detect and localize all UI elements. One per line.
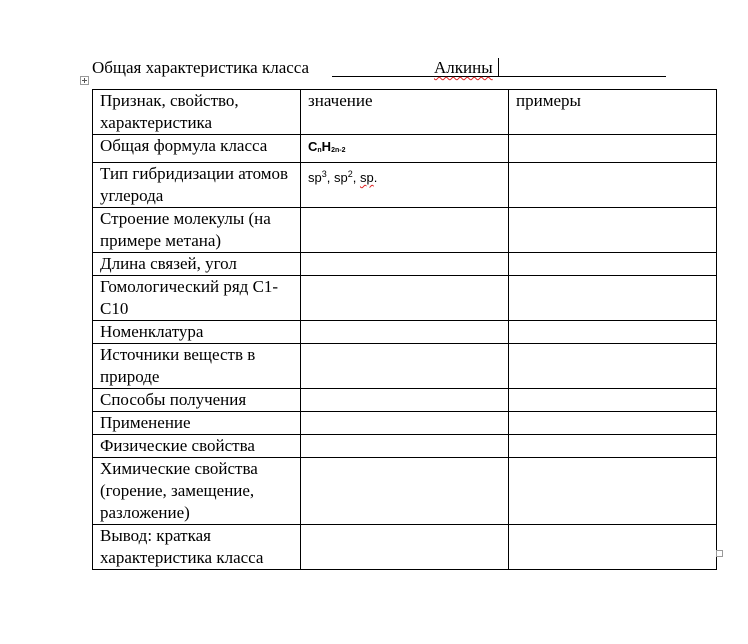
row-label[interactable]: Общая формула класса xyxy=(93,135,301,163)
formula-c: C xyxy=(308,139,318,154)
row-example[interactable] xyxy=(509,435,717,458)
general-formula xyxy=(308,139,345,154)
row-value[interactable] xyxy=(301,525,509,570)
table-header-row xyxy=(93,90,717,135)
formula-c-subscript: n xyxy=(317,147,322,154)
heading-prefix: Общая характеристика класса xyxy=(92,58,310,77)
row-value[interactable] xyxy=(301,321,509,344)
hybridization-text xyxy=(308,170,377,185)
row-label[interactable]: Источники веществ в природе xyxy=(93,344,301,389)
hyb-sp2-base: sp xyxy=(333,170,348,185)
row-value[interactable] xyxy=(301,458,509,525)
row-label[interactable]: Физические свойства xyxy=(93,435,301,458)
table-move-handle-icon[interactable] xyxy=(80,76,89,85)
text-cursor xyxy=(498,58,499,76)
table-row xyxy=(93,135,717,163)
row-example[interactable] xyxy=(509,321,717,344)
hyb-sp2-exponent: 2 xyxy=(347,169,353,179)
row-example[interactable] xyxy=(509,208,717,253)
row-example[interactable] xyxy=(509,525,717,570)
table-row xyxy=(93,344,717,389)
hyb-separator: , xyxy=(326,170,334,185)
class-name-value[interactable]: Алкины xyxy=(434,58,493,77)
formula-h-subscript: 2n-2 xyxy=(331,147,346,154)
heading-blank-line xyxy=(332,57,666,77)
row-example[interactable] xyxy=(509,344,717,389)
table-row xyxy=(93,321,717,344)
row-example[interactable] xyxy=(509,276,717,321)
header-cell-feature[interactable]: Признак, свойство, характеристика xyxy=(93,90,301,135)
header-cell-examples[interactable]: примеры xyxy=(509,90,717,135)
row-example[interactable] xyxy=(509,389,717,412)
row-label[interactable]: Строение молекулы (на примере метана) xyxy=(93,208,301,253)
row-example[interactable] xyxy=(509,458,717,525)
table-row xyxy=(93,163,717,208)
table-row xyxy=(93,389,717,412)
row-label[interactable]: Длина связей, угол xyxy=(93,253,301,276)
row-value[interactable] xyxy=(301,344,509,389)
characteristics-table xyxy=(92,89,717,570)
hyb-sp: sp xyxy=(359,170,374,185)
table-row xyxy=(93,208,717,253)
table-row xyxy=(93,435,717,458)
row-label[interactable]: Химические свойства (горение, замещение, разложение) xyxy=(93,458,301,525)
formula-h: H xyxy=(321,139,332,154)
hyb-sp3-exponent: 3 xyxy=(321,169,327,179)
row-example[interactable] xyxy=(509,163,717,208)
table-row xyxy=(93,525,717,570)
row-value[interactable] xyxy=(301,208,509,253)
hyb-end: . xyxy=(373,170,378,185)
row-example[interactable] xyxy=(509,253,717,276)
row-example[interactable] xyxy=(509,135,717,163)
row-value-formula[interactable] xyxy=(301,135,509,163)
table-row xyxy=(93,458,717,525)
row-value[interactable] xyxy=(301,276,509,321)
row-label[interactable]: Способы получения xyxy=(93,389,301,412)
row-label[interactable]: Тип гибридизации атомов углерода xyxy=(93,163,301,208)
hyb-separator: , xyxy=(352,170,360,185)
header-cell-value[interactable]: значение xyxy=(301,90,509,135)
hyb-sp3-base: sp xyxy=(308,170,322,185)
table-row xyxy=(93,276,717,321)
row-label[interactable]: Применение xyxy=(93,412,301,435)
row-label[interactable]: Вывод: краткая характеристика класса xyxy=(93,525,301,570)
row-example[interactable] xyxy=(509,412,717,435)
table-row xyxy=(93,253,717,276)
row-value[interactable] xyxy=(301,253,509,276)
row-value[interactable] xyxy=(301,435,509,458)
heading-line xyxy=(92,57,672,79)
table-resize-handle-icon[interactable] xyxy=(716,550,723,557)
row-label[interactable]: Гомологический ряд С1-С10 xyxy=(93,276,301,321)
row-value[interactable] xyxy=(301,389,509,412)
row-value-hybridization[interactable] xyxy=(301,163,509,208)
row-label[interactable]: Номенклатура xyxy=(93,321,301,344)
row-value[interactable] xyxy=(301,412,509,435)
table-row xyxy=(93,412,717,435)
